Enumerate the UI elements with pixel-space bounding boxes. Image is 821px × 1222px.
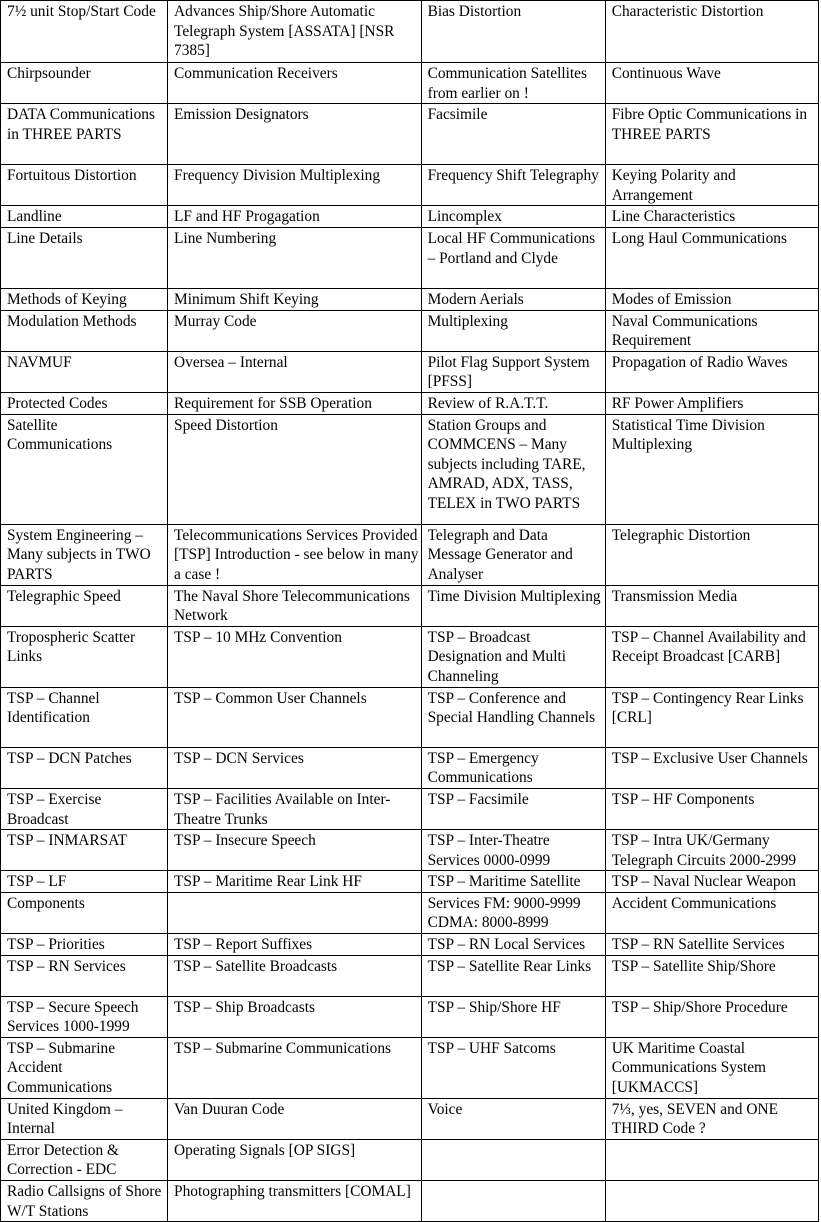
table-row <box>1 104 819 165</box>
table-cell: Services FM: 9000-9999 CDMA: 8000-8999 <box>421 892 605 933</box>
table-row <box>1 934 819 956</box>
table-cell: TSP – Secure Speech Services 1000-1999 <box>1 996 168 1037</box>
table-row <box>1 227 819 288</box>
table-cell: Requirement for SSB Operation <box>168 392 422 414</box>
table-cell: TSP – Ship/Shore HF <box>421 996 605 1037</box>
table-cell: Modulation Methods <box>1 310 168 351</box>
table-cell: Time Division Multiplexing <box>421 585 605 626</box>
table-cell: LF and HF Progagation <box>168 206 422 228</box>
table-cell: TSP – RN Services <box>1 955 168 996</box>
table-cell: TSP – HF Components <box>605 788 818 829</box>
table-cell: United Kingdom – Internal <box>1 1098 168 1139</box>
table-row <box>1 392 819 414</box>
table-cell: TSP – Priorities <box>1 934 168 956</box>
table-cell: DATA Communications in THREE PARTS <box>1 104 168 165</box>
table-cell: TSP – Broadcast Designation and Multi Channeling <box>421 626 605 687</box>
table-cell: Bias Distortion <box>421 1 605 63</box>
table-cell: TSP – Facsimile <box>421 788 605 829</box>
table-cell: TSP – INMARSAT <box>1 830 168 871</box>
table-row <box>1 955 819 996</box>
table-cell: Photographing transmitters [COMAL] <box>168 1181 422 1222</box>
table-cell: TSP – Exercise Broadcast <box>1 788 168 829</box>
table-cell: Line Characteristics <box>605 206 818 228</box>
table-cell: Keying Polarity and Arrangement <box>605 165 818 206</box>
table-cell <box>605 1139 818 1180</box>
table-cell: The Naval Shore Telecommunications Network <box>168 585 422 626</box>
table-cell: TSP – 10 MHz Convention <box>168 626 422 687</box>
table-cell: TSP – DCN Patches <box>1 747 168 788</box>
table-cell: Voice <box>421 1098 605 1139</box>
table-cell: UK Maritime Coastal Communications System [UKMACCS] <box>605 1037 818 1098</box>
table-cell: TSP – Inter-Theatre Services 0000-0999 <box>421 830 605 871</box>
table-row <box>1 871 819 893</box>
table-cell: Satellite Communications <box>1 414 168 524</box>
table-cell: Characteristic Distortion <box>605 1 818 63</box>
table-row <box>1 165 819 206</box>
table-cell: Modern Aerials <box>421 288 605 310</box>
table-cell: Landline <box>1 206 168 228</box>
table-cell <box>421 1181 605 1222</box>
table-row <box>1 1 819 63</box>
table-row <box>1 206 819 228</box>
table-row <box>1 310 819 351</box>
table-cell: Telecommunications Services Provided [TSP] Introduction - see below in many a case ! <box>168 524 422 585</box>
table-cell: TSP – Submarine Communications <box>168 1037 422 1098</box>
table-cell: Oversea – Internal <box>168 351 422 392</box>
table-cell: Frequency Division Multiplexing <box>168 165 422 206</box>
table-cell: Frequency Shift Telegraphy <box>421 165 605 206</box>
table-cell: Minimum Shift Keying <box>168 288 422 310</box>
table-cell: Continuous Wave <box>605 63 818 104</box>
table-cell <box>421 1139 605 1180</box>
table-cell: Line Numbering <box>168 227 422 288</box>
table-row <box>1 830 819 871</box>
table-cell: Telegraphic Distortion <box>605 524 818 585</box>
table-cell: Pilot Flag Support System [PFSS] <box>421 351 605 392</box>
table-cell: Naval Communications Requirement <box>605 310 818 351</box>
table-cell: TSP – Contingency Rear Links [CRL] <box>605 687 818 747</box>
table-cell: TSP – Maritime Satellite <box>421 871 605 893</box>
table-row <box>1 524 819 585</box>
table-row <box>1 626 819 687</box>
table-cell: Tropospheric Scatter Links <box>1 626 168 687</box>
table-cell: Station Groups and COMMCENS – Many subjects including TARE, AMRAD, ADX, TASS, TELEX in TWO PARTS <box>421 414 605 524</box>
table-cell: Telegraphic Speed <box>1 585 168 626</box>
table-cell: TSP – Emergency Communications <box>421 747 605 788</box>
table-cell: TSP – Maritime Rear Link HF <box>168 871 422 893</box>
table-cell: RF Power Amplifiers <box>605 392 818 414</box>
table-row <box>1 288 819 310</box>
table-row <box>1 747 819 788</box>
table-cell: Emission Designators <box>168 104 422 165</box>
table-cell: TSP – Naval Nuclear Weapon <box>605 871 818 893</box>
table-cell: TSP – Satellite Broadcasts <box>168 955 422 996</box>
table-body <box>1 1 819 1222</box>
table-cell: Multiplexing <box>421 310 605 351</box>
table-cell: Operating Signals [OP SIGS] <box>168 1139 422 1180</box>
table-row <box>1 351 819 392</box>
table-row <box>1 892 819 933</box>
table-cell: TSP – DCN Services <box>168 747 422 788</box>
table-cell: Accident Communications <box>605 892 818 933</box>
table-cell: Fibre Optic Communications in THREE PARTS <box>605 104 818 165</box>
table-row <box>1 63 819 104</box>
table-cell: Transmission Media <box>605 585 818 626</box>
table-cell: Advances Ship/Shore Automatic Telegraph System [ASSATA] [NSR 7385] <box>168 1 422 63</box>
table-cell: TSP – Satellite Rear Links <box>421 955 605 996</box>
table-cell: TSP – Channel Availability and Receipt Broadcast [CARB] <box>605 626 818 687</box>
table-cell: Review of R.A.T.T. <box>421 392 605 414</box>
table-cell: Lincomplex <box>421 206 605 228</box>
table-cell: TSP – UHF Satcoms <box>421 1037 605 1098</box>
table-row <box>1 788 819 829</box>
table-cell: 7⅓, yes, SEVEN and ONE THIRD Code ? <box>605 1098 818 1139</box>
table-cell: NAVMUF <box>1 351 168 392</box>
table-row <box>1 414 819 524</box>
table-cell: System Engineering – Many subjects in TWO PARTS <box>1 524 168 585</box>
table-cell: Communication Receivers <box>168 63 422 104</box>
table-cell: 7½ unit Stop/Start Code <box>1 1 168 63</box>
table-cell: TSP – Satellite Ship/Shore <box>605 955 818 996</box>
table-cell: TSP – RN Satellite Services <box>605 934 818 956</box>
table-cell: TSP – Ship Broadcasts <box>168 996 422 1037</box>
table-cell: Telegraph and Data Message Generator and Analyser <box>421 524 605 585</box>
table-cell: Communication Satellites from earlier on ! <box>421 63 605 104</box>
table-cell: Error Detection & Correction - EDC <box>1 1139 168 1180</box>
table-row <box>1 687 819 747</box>
table-cell: TSP – Submarine Accident Communications <box>1 1037 168 1098</box>
table-cell: Long Haul Communications <box>605 227 818 288</box>
table-cell: TSP – Conference and Special Handling Channels <box>421 687 605 747</box>
table-cell: TSP – RN Local Services <box>421 934 605 956</box>
table-cell: Fortuitous Distortion <box>1 165 168 206</box>
table-cell: TSP – Facilities Available on Inter-Theatre Trunks <box>168 788 422 829</box>
table-cell: TSP – Channel Identification <box>1 687 168 747</box>
table-cell: Line Details <box>1 227 168 288</box>
table-cell: TSP – Insecure Speech <box>168 830 422 871</box>
table-cell <box>168 892 422 933</box>
table-row <box>1 585 819 626</box>
table-cell: TSP – Ship/Shore Procedure <box>605 996 818 1037</box>
table-cell: TSP – LF <box>1 871 168 893</box>
table-cell: Modes of Emission <box>605 288 818 310</box>
table-row <box>1 1037 819 1098</box>
table-cell: Propagation of Radio Waves <box>605 351 818 392</box>
table-cell: Statistical Time Division Multiplexing <box>605 414 818 524</box>
table-cell <box>605 1181 818 1222</box>
table-row <box>1 996 819 1037</box>
table-cell: Components <box>1 892 168 933</box>
table-row <box>1 1139 819 1180</box>
table-cell: Speed Distortion <box>168 414 422 524</box>
table-cell: Radio Callsigns of Shore W/T Stations <box>1 1181 168 1222</box>
table-cell: TSP – Intra UK/Germany Telegraph Circuits 2000-2999 <box>605 830 818 871</box>
table-cell: TSP – Common User Channels <box>168 687 422 747</box>
table-cell: Chirpsounder <box>1 63 168 104</box>
table-row <box>1 1181 819 1222</box>
table-cell: Facsimile <box>421 104 605 165</box>
table-cell: Local HF Communications – Portland and Clyde <box>421 227 605 288</box>
table-cell: TSP – Report Suffixes <box>168 934 422 956</box>
table-cell: Methods of Keying <box>1 288 168 310</box>
table-cell: Protected Codes <box>1 392 168 414</box>
table-cell: Van Duuran Code <box>168 1098 422 1139</box>
table-cell: Murray Code <box>168 310 422 351</box>
table-row <box>1 1098 819 1139</box>
table-cell: TSP – Exclusive User Channels <box>605 747 818 788</box>
